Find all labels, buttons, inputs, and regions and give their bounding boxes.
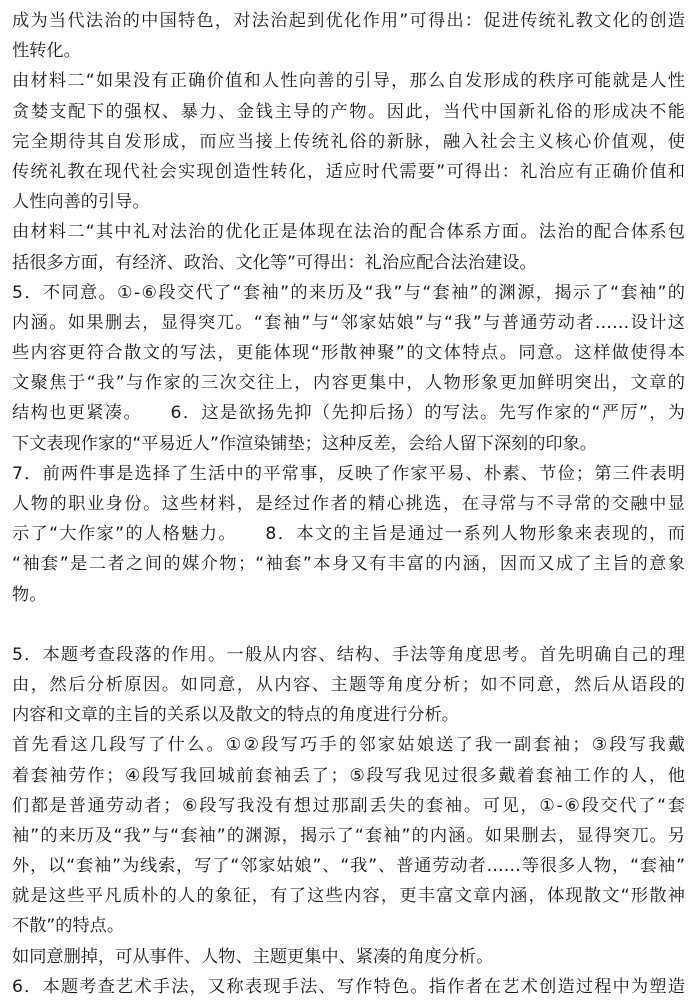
text-line: 性转化。 — [12, 41, 81, 62]
text-line: 完全期待其自发形成，而应当接上传统礼俗的新脉，融入社会主义核心价值观，使 — [12, 131, 685, 152]
text-line: 人物的职业身份。这些材料，是经过作者的精心挑选，在寻常与不寻常的交融中显 — [12, 494, 685, 514]
text-line: 由，然后分析原因。如同意，从内容、主题等角度分析；如不同意，然后从语段的 — [12, 674, 685, 695]
analysis-block — [12, 640, 685, 1002]
text-line: 5．本题考查段落的作用。一般从内容、结构、手法等角度思考。首先明确自己的理 — [12, 644, 685, 665]
text-line: 5．不同意。①-⑥段交代了“套袖”的来历及“我”与“套袖”的渊源，揭示了“套袖”的 — [12, 282, 685, 303]
text-line: 成为当代法治的中国特色，对法治起到优化作用”可得出：促进传统礼教文化的创造 — [12, 11, 685, 31]
text-line: 如同意删掉，可从事件、人物、主题更集中、紧凑的角度分析。 — [12, 946, 494, 967]
text-line: 外，以“套袖”为线索，写了“邻家姑娘”、“我”、普通劳动者……等很多人物，“套袖” — [12, 856, 685, 877]
text-line: 袖”的来历及“我”与“套袖”的渊源，揭示了“套袖”的内涵。如果删去，显得突兀。另 — [12, 825, 685, 846]
text-line: 物。 — [12, 584, 47, 605]
text-line: 就是这些平凡质朴的人的象征，有了这些内容，更丰富文章内涵，体现散文“形散神 — [12, 886, 685, 907]
text-line: 贪婪支配下的强权、暴力、金钱主导的产物。因此，当代中国新礼俗的形成决不能 — [12, 101, 685, 122]
text-line: 些内容更符合散文的写法，更能体现“形散神聚”的文体特点。同意。这样做使得本 — [12, 343, 685, 364]
text-line: 文聚焦于“我”与作家的三次交往上，内容更集中，人物形象更加鲜明突出，文章的 — [12, 373, 685, 394]
text-line: 内容和文章的主旨的关系以及散文的特点的角度进行分析。 — [12, 705, 459, 726]
text-line: 由材料二“如果没有正确价值和人性向善的引导，那么自发形成的秩序可能就是人性 — [12, 71, 685, 92]
text-line: 6．本题考查艺术手法，又称表现手法、写作特色。指作者在艺术创造过程中为塑造 — [12, 976, 685, 997]
paragraph-gap — [12, 610, 685, 640]
text-line: 人性向善的引导。 — [12, 192, 150, 213]
text-line: 内涵。如果删去，显得突兀。“套袖”与“邻家姑娘”与“我”与普通劳动者……设计这 — [12, 312, 685, 333]
text-line: 结构也更紧凑。 6．这是欲扬先抑（先抑后扬）的写法。先写作家的“严厉”，为 — [12, 403, 685, 424]
text-line: 们都是普通劳动者；⑥段写我没有想过那副丢失的套袖。可见，①-⑥段交代了“套 — [12, 795, 685, 816]
text-line: 7．前两件事是选择了生活中的平常事，反映了作家平易、朴素、节俭；第三件表明 — [12, 463, 685, 484]
answer-block — [12, 6, 685, 610]
text-line: 着套袖劳作；④段写我回城前套袖丢了；⑤段写我见过很多戴着套袖工作的人，他 — [12, 765, 685, 786]
text-line: 首先看这几段写了什么。①②段写巧手的邻家姑娘送了我一副套袖；③段写我戴 — [12, 735, 685, 756]
text-line: 传统礼教在现代社会实现创造性转化，适应时代需要”可得出：礼治应有正确价值和 — [12, 161, 685, 182]
text-line: 下文表现作家的“平易近人”作渲染铺垫；这种反差，会给人留下深刻的印象。 — [12, 433, 597, 454]
text-line: 括很多方面，有经济、政治、文化等”可得出：礼治应配合法治建设。 — [12, 252, 537, 273]
text-line: 示了“大作家”的人格魅力。 8．本文的主旨是通过一系列人物形象来表现的，而 — [12, 524, 685, 545]
text-line: 不散”的特点。 — [12, 916, 125, 937]
text-line: 由材料二“其中礼对法治的优化正是体现在法治的配合体系方面。法治的配合体系包 — [12, 222, 685, 243]
text-line: “袖套”是二者之间的媒介物；“袖套”本身又有丰富的内涵，因而又成了主旨的意象 — [12, 554, 685, 575]
